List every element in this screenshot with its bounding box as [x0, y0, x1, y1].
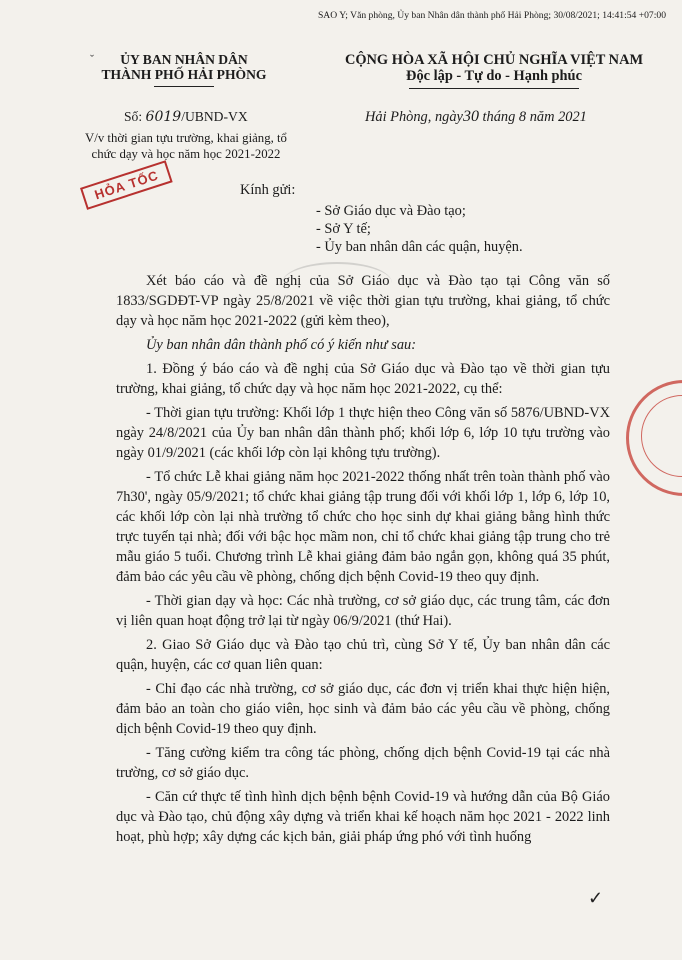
recipient-item: - Sở Giáo dục và Đào tạo; [316, 203, 466, 219]
pen-mark: ˇ [90, 52, 94, 66]
motto-line-1: CỘNG HÒA XÃ HỘI CHỦ NGHĨA VIỆT NAM [344, 52, 644, 68]
recipient-item: - Sở Y tế; [316, 221, 371, 237]
number-handwritten: 6019 [145, 109, 182, 125]
authority-underline [154, 86, 214, 87]
red-official-seal [626, 380, 682, 496]
number-prefix: Số: [124, 109, 146, 124]
document-body [116, 271, 610, 847]
body-paragraph: 1. Đồng ý báo cáo và đề nghị của Sở Giáo dục và Đào tạo về thời gian tựu trường, khai giảng, tổ chức dạy và học năm học 2021-2022, cụ thể: [116, 361, 610, 397]
body-paragraph: - Tăng cường kiểm tra công tác phòng, chống dịch bệnh Covid-19 tại các nhà trường, cơ sở giáo dục. [116, 745, 610, 781]
issuing-authority [58, 52, 310, 87]
body-paragraph: Xét báo cáo và đề nghị của Sở Giáo dục và Đào tạo tại Công văn số 1833/SGDĐT-VP ngày 25/8/2021 về việc thời gian tựu trường, khai giảng, tổ chức dạy và học năm học 2021-2022 (gửi kèm theo), [116, 273, 610, 329]
subject-line-2: chức dạy và học năm học 2021-2022 [91, 147, 281, 161]
place-date-day: 30 [462, 108, 479, 125]
authority-line-1: ỦY BAN NHÂN DÂN [120, 52, 248, 67]
subject-line-1: V/v thời gian tựu trường, khai giảng, tổ [85, 131, 287, 145]
body-paragraph: Ủy ban nhân dân thành phố có ý kiến như sau: [146, 337, 417, 353]
document-subject [62, 130, 310, 162]
body-paragraph: - Thời gian dạy và học: Các nhà trường, cơ sở giáo dục, các trung tâm, các đơn vị liên quan hoạt động trở lại từ ngày 06/9/2021 (thứ Hai). [116, 593, 610, 629]
motto-underline [409, 88, 579, 89]
motto-line-2: Độc lập - Tự do - Hạnh phúc [406, 68, 582, 84]
place-date [365, 108, 587, 126]
place-date-after: tháng 8 năm 2021 [478, 109, 587, 125]
recipient-item: - Ủy ban nhân dân các quận, huyện. [316, 239, 523, 255]
signature-check-mark: ✓ [588, 888, 604, 908]
body-paragraph: - Tổ chức Lễ khai giảng năm học 2021-2022 thống nhất trên toàn thành phố vào 7h30', ngày 05/9/2021; tổ chức khai giảng tập trung đối với khối lớp 1, lớp 6, lớp 10, các khối lớp còn lại nhà trường tổ chức cho học sinh dự khai giảng bằng hình thức trực tuyến tại nhà; đối với bậc học mầm non, chỉ tổ chức khai giảng tập trung cho trẻ mẫu giáo 5 tuổi. Chương trình Lễ khai giảng đảm bảo ngắn gọn, không quá 35 phút, đảm bảo các yêu cầu về phòng, chống dịch bệnh Covid-19 theo quy định. [116, 469, 610, 585]
body-paragraph: 2. Giao Sở Giáo dục và Đào tạo chủ trì, cùng Sở Y tế, Ủy ban nhân dân các quận, huyện, các cơ quan liên quan: [116, 637, 610, 673]
recipient-list [316, 202, 523, 256]
body-paragraph: - Chỉ đạo các nhà trường, cơ sở giáo dục, các đơn vị triển khai thực hiện hiện, đảm bảo an toàn cho giáo viên, học sinh và đảm bảo các yêu cầu về phòng, chống dịch bệnh Covid-19 theo quy định. [116, 681, 610, 737]
body-paragraph: - Căn cứ thực tế tình hình dịch bệnh bệnh Covid-19 và hướng dẫn của Bộ Giáo dục và Đào tạo, chủ động xây dựng và triển khai kế hoạch năm học 2021 - 2022 linh hoạt, phù hợp; xây dựng các kịch bản, giải pháp ứng phó với tình huống [116, 789, 610, 845]
document-number [124, 109, 248, 125]
seal-inner-ring [641, 395, 682, 477]
national-motto [320, 52, 668, 89]
urgent-stamp-text: HỎA TỐC [80, 160, 173, 210]
copy-certification-note: SAO Y; Văn phòng, Ủy ban Nhân dân thành phố Hải Phòng; 30/08/2021; 14:41:54 +07:00 [317, 10, 666, 21]
salutation: Kính gửi: [240, 182, 296, 198]
place-date-before: Hải Phòng, ngày [365, 109, 463, 125]
authority-line-2: THÀNH PHỐ HẢI PHÒNG [101, 67, 267, 82]
number-suffix: /UBND-VX [181, 109, 248, 124]
urgent-stamp [80, 160, 173, 210]
body-paragraph: - Thời gian tựu trường: Khối lớp 1 thực hiện theo Công văn số 5876/UBND-VX ngày 24/8/2021 của Ủy ban nhân dân thành phố; khối lớp 6, lớp 10 tựu trường vào ngày 01/9/2021 (các khối lớp còn lại không tựu trường). [116, 405, 610, 461]
